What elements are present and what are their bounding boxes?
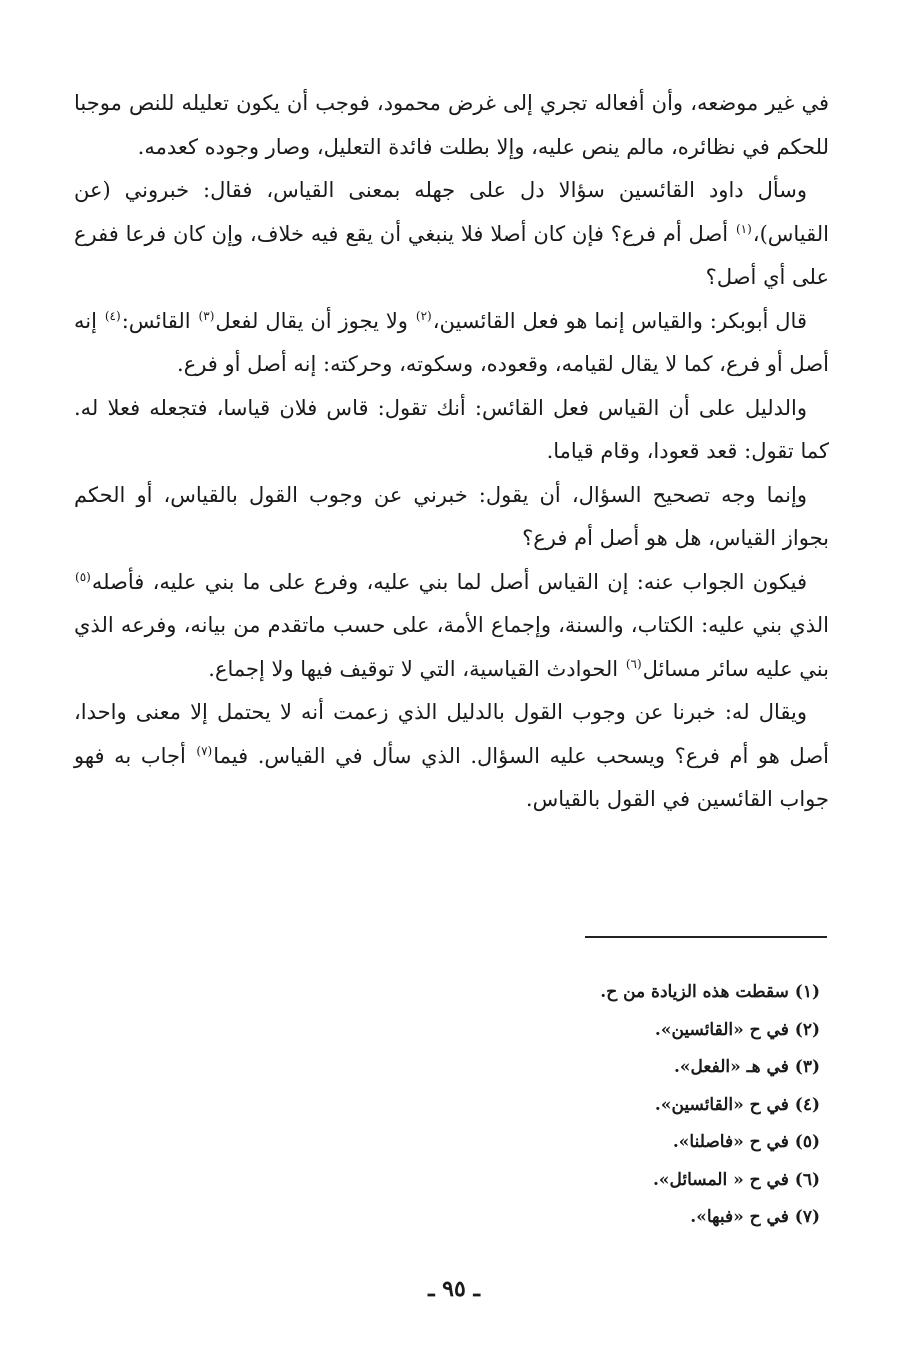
- paragraph: [74, 169, 829, 300]
- footnote-ref: (٥): [75, 569, 91, 584]
- paragraph-text: وإنما وجه تصحيح السؤال، أن يقول: خبرني عن وجوب القول بالقياس، أو الحكم بجواز القياس، هل هو أصل أم فرع؟: [74, 482, 829, 550]
- footnote: (٥) في ح «فاصلنا».: [672, 1132, 820, 1152]
- paragraph: [74, 387, 829, 474]
- footnote-ref: (٢): [415, 308, 432, 323]
- main-text: [74, 82, 829, 822]
- paragraph-text: القائس:: [121, 308, 198, 333]
- page-number: ـ ٩٥ ـ: [428, 1276, 480, 1302]
- paragraph-text: إنه أصل أو فرع، كما لا يقال لقيامه، وقعوده، وسكوته، وحركته: إنه أصل أو فرع.: [74, 308, 829, 376]
- footnote-ref: (٣): [198, 308, 215, 323]
- paragraph-text: والدليل على أن القياس فعل القائس: أنك تقول: قاس فلان قياسا، فتجعله فعلا له. كما تقول: قعد قعودا، وقام قياما.: [74, 395, 829, 463]
- footnote: (١) سقطت هذه الزيادة من ح.: [600, 982, 820, 1002]
- paragraph: [74, 561, 829, 692]
- paragraph-text: الذي بني عليه: الكتاب، والسنة، وإجماع الأمة، على حسب ماتقدم من بيانه، وفرعه الذي بني عليه سائر مسائل: [74, 613, 829, 681]
- footnote: (٤) في ح «القائسين».: [654, 1094, 820, 1115]
- footnote-ref: (١): [735, 221, 752, 236]
- paragraph-text: في غير موضعه، وأن أفعاله تجري إلى غرض محمود، فوجب أن يكون تعليله للنص موجبا للحكم في نظائره، مالم ينص عليه، وإلا بطلت فائدة التعليل، وصار وجوده كعدمه.: [74, 91, 829, 159]
- footnote-divider: [585, 936, 827, 938]
- footnotes: [420, 974, 820, 1237]
- footnote: (٦) في ح « المسائل».: [652, 1169, 820, 1190]
- footnote: (٧) في ح «فبها».: [690, 1207, 820, 1227]
- paragraph-text: أصل أم فرع؟ فإن كان أصلا فلا ينبغي أن يقع فيه خلاف، وإن كان فرعا ففرع على أي أصل؟: [74, 221, 829, 289]
- paragraph-text: أجاب به فهو جواب القائسين في القول بالقياس.: [74, 743, 829, 811]
- paragraph: [74, 300, 829, 387]
- paragraph-text: الحوادث القياسية، التي لا توقيف فيها ولا إجماع.: [208, 656, 625, 681]
- paragraph: [74, 82, 829, 169]
- paragraph: [74, 474, 829, 561]
- paragraph-text: ويقال له: خبرنا عن وجوب القول بالدليل الذي زعمت أنه لا يحتمل إلا معنى واحدا، أصل هو أم فرع؟ ويسحب عليه السؤال. الذي سأل في القياس. فيما: [74, 700, 829, 768]
- footnote-ref: (٧): [196, 743, 213, 758]
- paragraph-text: ولا يجوز أن يقال لفعل: [215, 308, 415, 333]
- paragraph-text: فيكون الجواب عنه: إن القياس أصل لما بني عليه، وفرع على ما بني عليه، فأصله: [91, 569, 807, 594]
- footnote-ref: (٤): [104, 308, 121, 323]
- footnote: (٣) في هـ «الفعل».: [674, 1057, 820, 1077]
- paragraph-text: قال أبوبكر: والقياس إنما هو فعل القائسين،: [432, 308, 807, 333]
- paragraph: [74, 691, 829, 822]
- footnote-ref: (٦): [625, 656, 642, 671]
- footnote: (٢) في ح «القائسين».: [654, 1019, 820, 1040]
- paragraph-text: وسأل داود القائسين سؤالا دل على جهله بمعنى القياس، فقال: خبروني (عن القياس)،: [74, 178, 829, 246]
